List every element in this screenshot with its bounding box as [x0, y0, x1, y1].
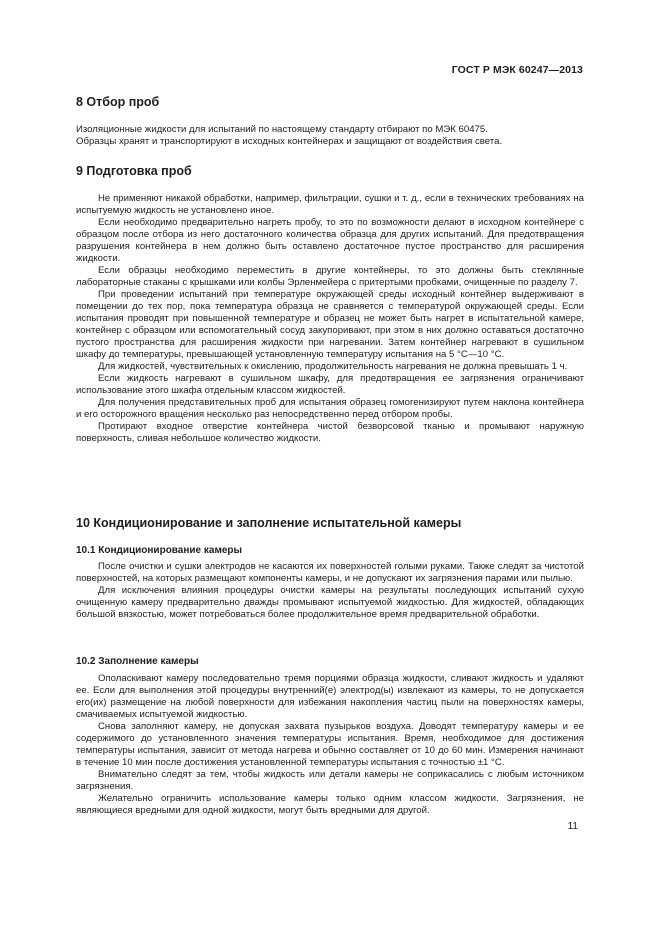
paragraph: Изоляционные жидкости для испытаний по настоящему стандарту отбирают по МЭК 60475. — [76, 124, 488, 135]
paragraph: Не применяют никакой обработки, например, фильтрации, сушки и т. д., если в технических требованиях на испытуемую жидкость не установлено иное. — [76, 193, 584, 216]
paragraph: Снова заполняют камеру, не допуская захвата пузырьков воздуха. Доводят температуру камеры и ее содержимого до установленного значения температуры испытания. Время, необходимое для достижения температуры испытания, зависит от метода нагрева и обычно составляет от 10 до 60 мин. Измерения начинают в течение 10 мин после достижения установленной температуры испытания с точностью ±1 °С. — [76, 721, 584, 768]
paragraph: После очистки и сушки электродов не касаются их поверхностей голыми руками. Также следят за чистотой поверхностей, на которых размещают компоненты камеры, и не допускают их загрязнения парами или пылью. — [76, 561, 584, 584]
paragraph: Если жидкость нагревают в сушильном шкафу, для предотвращения ее загрязнения ограничивают использование этого шкафа отдельным классом жидкостей. — [76, 373, 584, 396]
paragraph: Протирают входное отверстие контейнера чистой безворсовой тканью и промывают наружную поверхность, сливая небольшое количество жидкости. — [76, 421, 584, 444]
paragraph: Если необходимо предварительно нагреть пробу, то это по возможности делают в исходном контейнере с образцом после отбора из него достаточного количества образца для других испытаний. Для предотвращения разрушения контейнера в нем должно быть оставлено достаточное пустое пространство для расширения жидкости. — [76, 217, 584, 264]
subsection-10-1-heading: 10.1 Кондиционирование камеры — [76, 545, 243, 556]
paragraph: Для жидкостей, чувствительных к окислению, продолжительность нагревания не должна превышать 1 ч. — [98, 361, 568, 372]
subsection-10-2-body — [76, 673, 584, 817]
standard-header: ГОСТ Р МЭК 60247—2013 — [451, 64, 583, 76]
section-8-body — [76, 124, 584, 148]
section-9-heading: 9 Подготовка проб — [76, 164, 192, 178]
paragraph: Для получения представительных проб для испытания образец гомогенизируют путем наклона контейнера и его осторожного вращения несколько раз непосредственно перед отбором пробы. — [76, 397, 584, 420]
section-10-heading: 10 Кондиционирование и заполнение испытательной камеры — [76, 516, 462, 530]
paragraph: Желательно ограничить использование камеры только одним классом жидкости. Загрязнения, не являющиеся вредными для одной жидкости, могут быть вредными для другой. — [76, 793, 584, 816]
section-9-body — [76, 193, 584, 445]
paragraph: При проведении испытаний при температуре окружающей среды исходный контейнер выдерживают в помещении до тех пор, пока температура образца не сравняется с температурой окружающей среды. Если испытания проводят при повышенной температуре и образец не может быть нагрет в испытательной камере, контейнер с образцом или вспомогательный сосуд закупоривают, при этом в них должно оставаться достаточно пустого пространства для расширения жидкости при нагревании. Затем контейнер нагревают в сушильном шкафу до температуры, превышающей установленную температуру испытания на 5 °С—10 °С. — [76, 289, 584, 360]
section-8-heading: 8 Отбор проб — [76, 95, 160, 109]
subsection-10-1-body — [76, 561, 584, 621]
paragraph: Образцы хранят и транспортируют в исходных контейнерах и защищают от воздействия света. — [76, 136, 503, 147]
paragraph: Для исключения влияния процедуры очистки камеры на результаты последующих испытаний сухую очищенную камеру предварительно дважды промывают испытуемой жидкостью. Для жидкостей, обладающих большой вязкостью, может потребоваться более продолжительное время предварительной обработки. — [76, 585, 584, 620]
paragraph: Ополаскивают камеру последовательно тремя порциями образца жидкости, сливают жидкость и удаляют ее. Если для выполнения этой процедуры внутренний(е) электрод(ы) извлекают из камеры, то не допускается его(их) размещение на любой поверхности для избежания накопления частиц пыли на поверхностях камеры, смачиваемых испытуемой жидкостью. — [76, 673, 584, 720]
subsection-10-2-heading: 10.2 Заполнение камеры — [76, 656, 199, 667]
paragraph: Внимательно следят за тем, чтобы жидкость или детали камеры не соприкасались с любым источником загрязнения. — [76, 769, 584, 792]
page-number: 11 — [567, 821, 578, 832]
paragraph: Если образцы необходимо переместить в другие контейнеры, то это должны быть стеклянные лабораторные стаканы с крышками или колбы Эрленмейера с притертыми пробками, очищенные по разделу 7. — [76, 265, 584, 288]
